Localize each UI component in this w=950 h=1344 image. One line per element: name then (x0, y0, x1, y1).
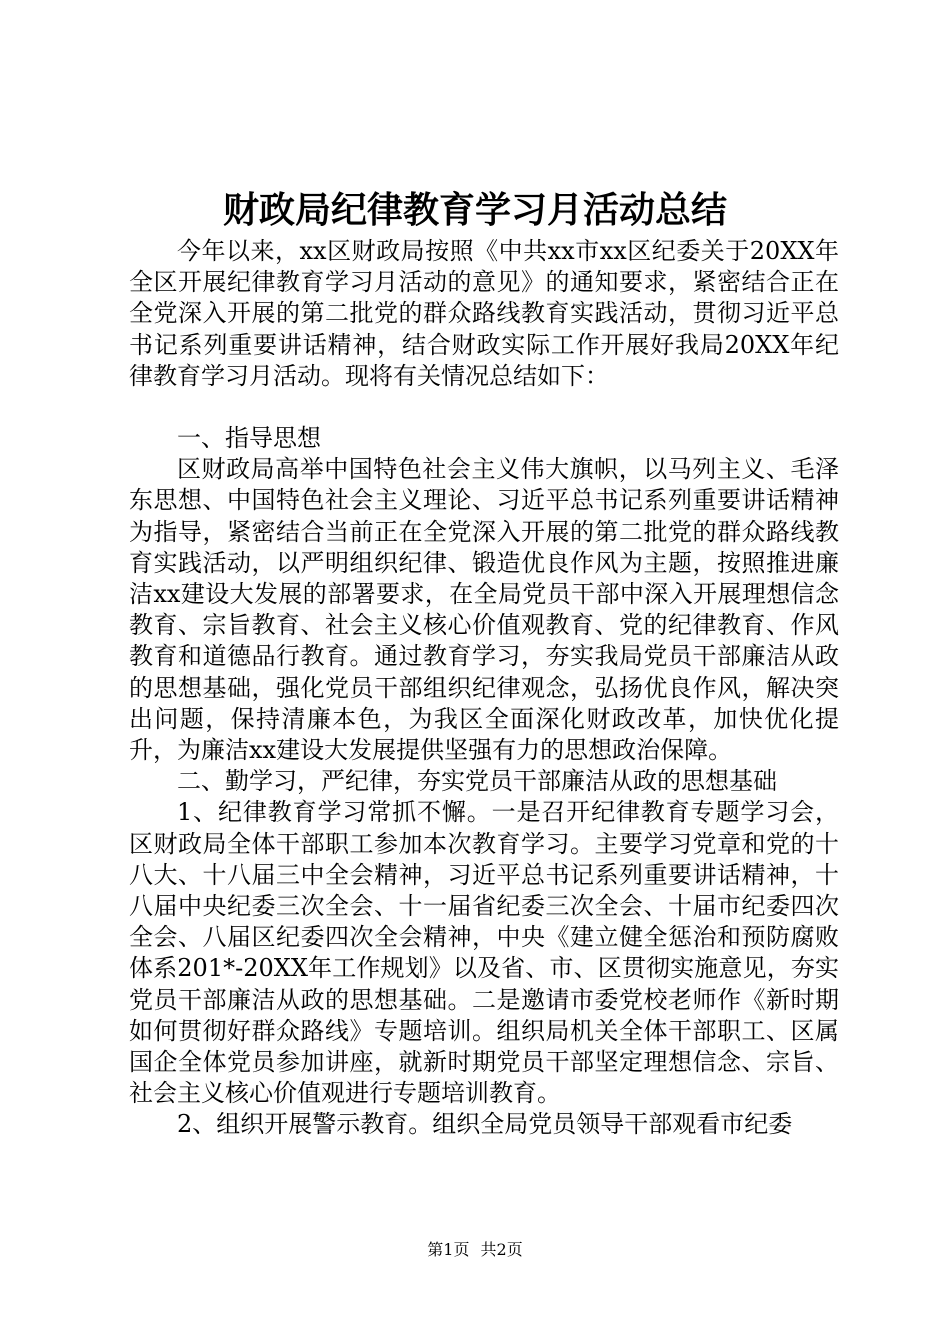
page-footer (0, 1238, 950, 1262)
intro-paragraph: 今年以来，xx区财政局按照《中共xx市xx区纪委关于20XX年全区开展纪律教育学习月活动的意见》的通知要求，紧密结合正在全党深入开展的第二批党的群众路线教育实践活动，贯彻习近平总书记系列重要讲话精神，结合财政实际工作开展好我局20XX年纪律教育学习月活动。现将有关情况总结如下： (129, 237, 839, 390)
paragraph-spacer (129, 392, 839, 423)
discipline-study-paragraph: 1、纪律教育学习常抓不懈。一是召开纪律教育专题学习会，区财政局全体干部职工参加本次教育学习。主要学习党章和党的十八大、十八届三中全会精神，习近平总书记系列重要讲话精神，十八届中央纪委三次全会、十一届省纪委三次全会、十届市纪委四次全会、八届区纪委四次全会精神，中央《建立健全惩治和预防腐败体系201*-20XX年工作规划》以及省、市、区贯彻实施意见，夯实党员干部廉洁从政的思想基础。二是邀请市委党校老师作《新时期如何贯彻好群众路线》专题培训。组织局机关全体干部职工、区属国企全体党员参加讲座，就新时期党员干部坚定理想信念、宗旨、社会主义核心价值观进行专题培训教育。 (129, 798, 839, 1108)
section-heading-study-discipline: 二、勤学习，严纪律，夯实党员干部廉洁从政的思想基础 (177, 767, 777, 796)
guiding-thought-paragraph: 区财政局高举中国特色社会主义伟大旗帜，以马列主义、毛泽东思想、中国特色社会主义理论、习近平总书记系列重要讲话精神为指导，紧密结合当前正在全党深入开展的第二批党的群众路线教育实践活动，以严明组织纪律、锻造优良作风为主题，按照推进廉洁xx建设大发展的部署要求，在全局党员干部中深入开展理想信念教育、宗旨教育、社会主义核心价值观教育、党的纪律教育、作风教育和道德品行教育。通过教育学习，夯实我局党员干部廉洁从政的思想基础，强化党员干部组织纪律观念，弘扬优良作风，解决突出问题，保持清廉本色，为我区全面深化财政改革，加快优化提升，为廉洁xx建设大发展提供坚强有力的思想政治保障。 (129, 455, 839, 765)
page-number: 第1页 (427, 1240, 470, 1259)
document-title: 财政局纪律教育学习月活动总结 (222, 189, 727, 231)
document-body (129, 236, 839, 1141)
section-heading-guiding-thought: 一、指导思想 (177, 424, 321, 453)
page-total: 共2页 (480, 1240, 523, 1259)
warning-education-paragraph: 2、组织开展警示教育。组织全局党员领导干部观看市纪委 (177, 1110, 793, 1139)
